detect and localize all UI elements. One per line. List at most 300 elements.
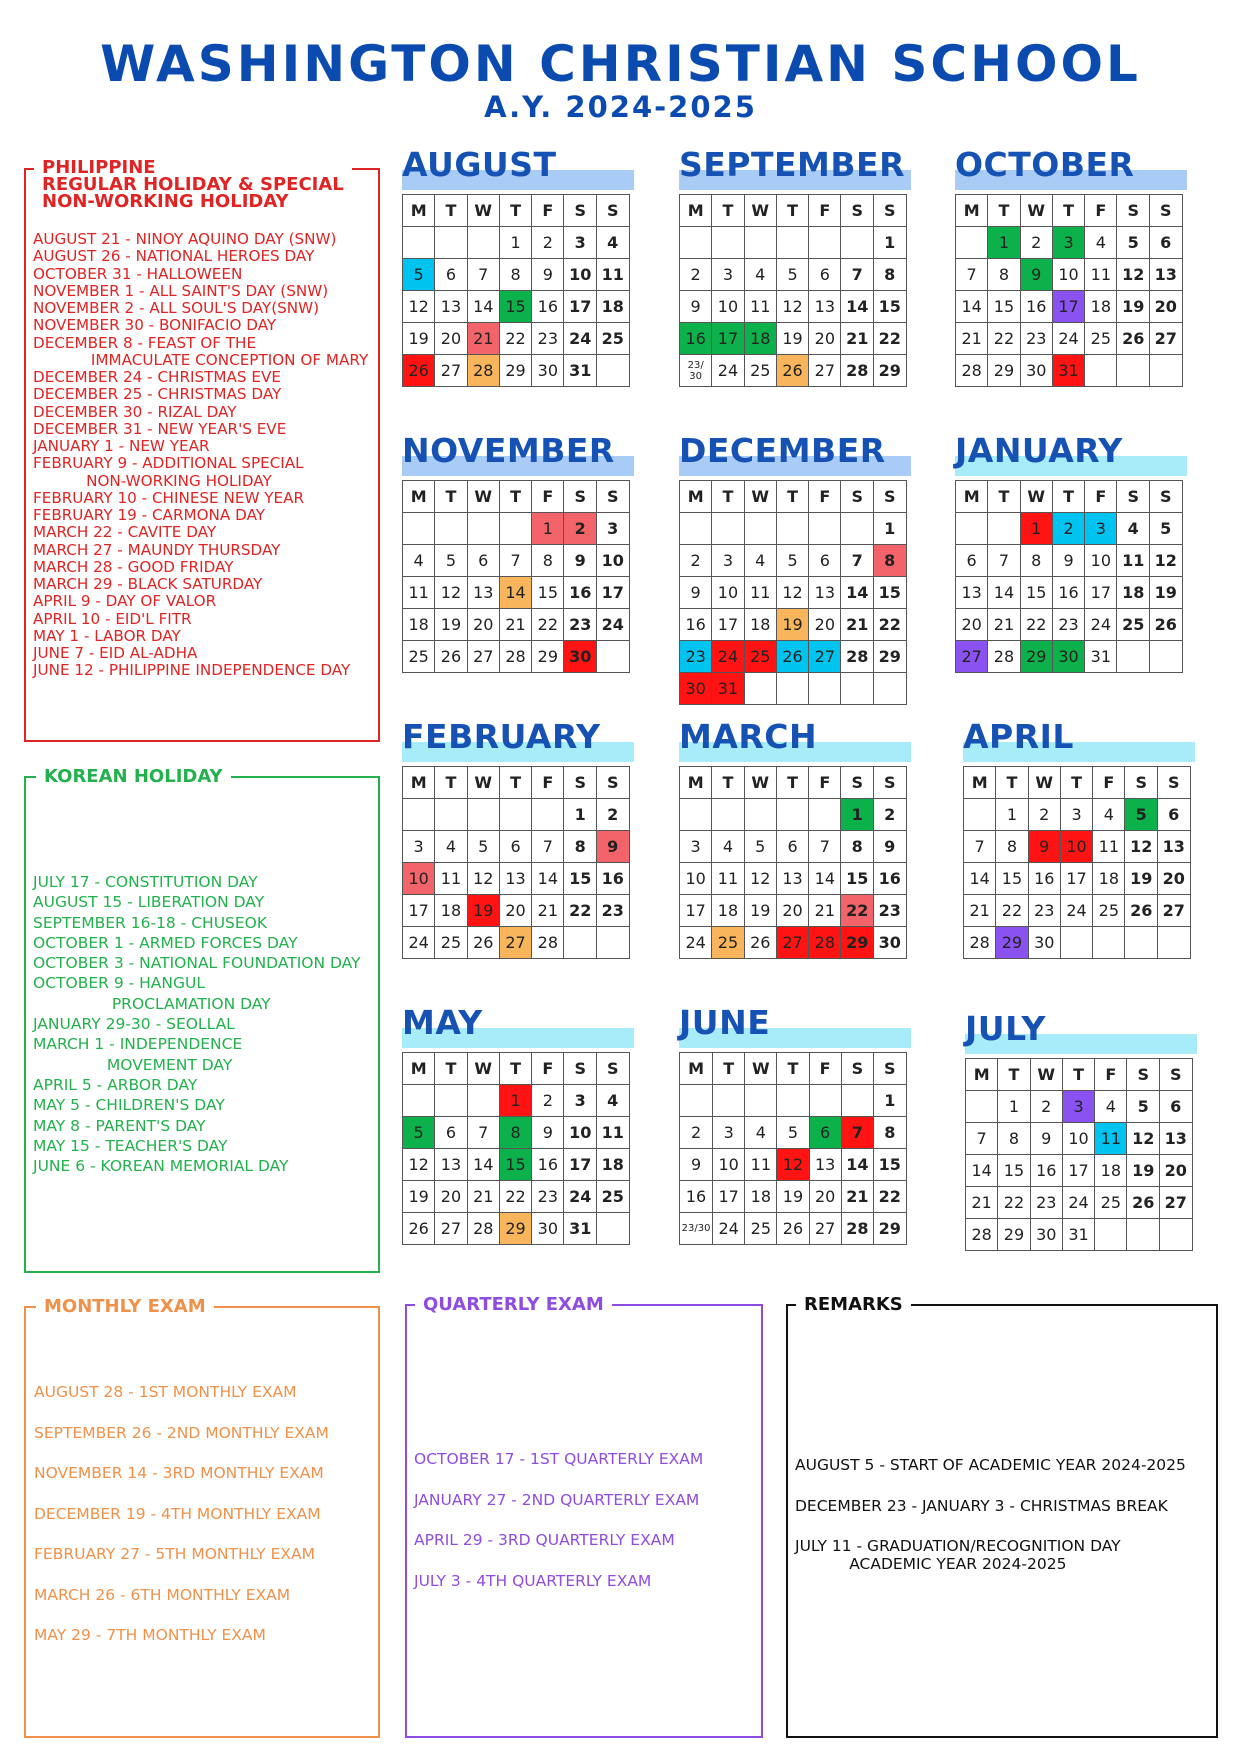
philippine-holiday-item: JUNE 7 - EID AL-ADHA bbox=[33, 644, 198, 662]
day-cell: 27 bbox=[467, 641, 499, 673]
week-row bbox=[964, 895, 1191, 927]
empty-day-cell bbox=[776, 673, 808, 705]
day-cell: 18 bbox=[744, 609, 776, 641]
day-cell: 1 bbox=[1020, 513, 1052, 545]
weekday-label: S bbox=[873, 195, 906, 227]
day-cell: 6 bbox=[809, 259, 841, 291]
week-row bbox=[403, 291, 630, 323]
empty-day-cell bbox=[841, 227, 873, 259]
weekday-label: S bbox=[564, 195, 596, 227]
day-cell: 14 bbox=[499, 577, 531, 609]
day-cell: 15 bbox=[874, 1149, 906, 1181]
week-row bbox=[956, 323, 1183, 355]
day-cell: 10 bbox=[596, 545, 629, 577]
day-cell: 30 bbox=[680, 673, 712, 705]
month-grid bbox=[679, 766, 907, 959]
day-cell: 10 bbox=[564, 259, 596, 291]
weekday-label: S bbox=[1149, 195, 1182, 227]
day-cell: 26 bbox=[1117, 323, 1149, 355]
day-cell: 17 bbox=[1085, 577, 1117, 609]
day-cell: 25 bbox=[1095, 1187, 1127, 1219]
week-row bbox=[964, 799, 1191, 831]
week-row bbox=[680, 831, 907, 863]
weekday-label: F bbox=[1085, 481, 1117, 513]
day-cell: 28 bbox=[988, 641, 1020, 673]
philippine-holiday-item: DECEMBER 8 - FEAST OF THE bbox=[33, 333, 257, 352]
day-cell: 26 bbox=[776, 355, 808, 387]
day-cell: 7 bbox=[841, 259, 873, 291]
monthly-exam-item: NOVEMBER 14 - 3RD MONTHLY EXAM bbox=[34, 1464, 324, 1482]
empty-day-cell bbox=[809, 513, 841, 545]
empty-day-cell bbox=[809, 673, 841, 705]
weekday-label: T bbox=[1060, 767, 1092, 799]
weekday-label: W bbox=[744, 767, 776, 799]
week-row bbox=[956, 259, 1183, 291]
week-row bbox=[403, 1213, 630, 1245]
philippine-holiday-item: DECEMBER 30 - RIZAL DAY bbox=[33, 402, 237, 421]
day-cell: 4 bbox=[712, 831, 744, 863]
day-cell: 12 bbox=[1125, 831, 1157, 863]
monthly-exam-item: FEBRUARY 27 - 5TH MONTHLY EXAM bbox=[34, 1545, 315, 1563]
day-cell: 18 bbox=[596, 1149, 629, 1181]
day-cell: 18 bbox=[1085, 291, 1117, 323]
day-cell: 22 bbox=[499, 323, 531, 355]
philippine-holiday-title-line-2: REGULAR HOLIDAY & SPECIAL bbox=[42, 174, 344, 195]
week-row bbox=[680, 927, 907, 959]
empty-day-cell bbox=[499, 513, 531, 545]
week-row bbox=[956, 609, 1183, 641]
day-cell: 5 bbox=[744, 831, 776, 863]
day-cell: 1 bbox=[998, 1091, 1030, 1123]
day-cell: 13 bbox=[809, 577, 841, 609]
day-cell: 9 bbox=[680, 577, 712, 609]
weekday-label: S bbox=[1157, 767, 1190, 799]
weekday-label: M bbox=[966, 1059, 998, 1091]
korean-holiday-item: PROCLAMATION DAY bbox=[33, 994, 271, 1013]
day-cell: 14 bbox=[988, 577, 1020, 609]
weekday-label: T bbox=[499, 1053, 531, 1085]
weekday-label: T bbox=[776, 767, 808, 799]
day-cell: 30 bbox=[1052, 641, 1084, 673]
weekday-label: S bbox=[596, 481, 629, 513]
day-cell: 3 bbox=[564, 1085, 596, 1117]
weekday-label: M bbox=[680, 195, 712, 227]
day-cell: 24 bbox=[713, 1213, 745, 1245]
day-cell: 26 bbox=[403, 355, 435, 387]
day-cell: 21 bbox=[956, 323, 988, 355]
day-cell: 16 bbox=[596, 863, 629, 895]
day-cell: 8 bbox=[532, 545, 564, 577]
empty-day-cell bbox=[532, 799, 564, 831]
day-cell: 25 bbox=[596, 1181, 629, 1213]
day-cell: 17 bbox=[713, 1181, 745, 1213]
month-grid bbox=[402, 766, 630, 959]
empty-day-cell bbox=[988, 513, 1020, 545]
philippine-holiday-item: MARCH 27 - MAUNDY THURSDAY bbox=[33, 540, 281, 559]
empty-day-cell bbox=[809, 1085, 841, 1117]
empty-day-cell bbox=[712, 799, 744, 831]
day-cell: 20 bbox=[435, 323, 467, 355]
day-cell: 10 bbox=[1052, 259, 1084, 291]
day-cell: 11 bbox=[1085, 259, 1117, 291]
empty-day-cell bbox=[1157, 927, 1190, 959]
day-cell: 15 bbox=[841, 863, 873, 895]
day-cell: 22 bbox=[988, 323, 1020, 355]
week-row bbox=[680, 513, 907, 545]
korean-holiday-item: MOVEMENT DAY bbox=[33, 1055, 233, 1074]
week-row bbox=[956, 577, 1183, 609]
day-cell: 12 bbox=[403, 291, 435, 323]
remarks-title: REMARKS bbox=[796, 1296, 911, 1314]
weekday-label: W bbox=[1020, 195, 1052, 227]
empty-day-cell bbox=[403, 513, 435, 545]
day-cell: 9 bbox=[873, 831, 906, 863]
day-cell: 12 bbox=[777, 1149, 809, 1181]
day-cell: 4 bbox=[745, 1117, 777, 1149]
day-cell: 26 bbox=[777, 1213, 809, 1245]
weekday-label: S bbox=[873, 767, 906, 799]
day-cell: 23 bbox=[532, 1181, 564, 1213]
empty-day-cell bbox=[499, 799, 531, 831]
remarks-panel bbox=[786, 1294, 1218, 1738]
weekday-label: M bbox=[680, 767, 712, 799]
empty-day-cell bbox=[712, 227, 744, 259]
day-cell: 11 bbox=[1117, 545, 1149, 577]
day-cell: 30 bbox=[564, 641, 596, 673]
philippine-holiday-item: OCTOBER 31 - HALLOWEEN bbox=[33, 264, 243, 283]
day-cell: 8 bbox=[874, 1117, 906, 1149]
weekday-label: S bbox=[841, 1053, 873, 1085]
day-cell: 15 bbox=[998, 1155, 1030, 1187]
month-name: SEPTEMBER bbox=[679, 145, 905, 184]
day-cell: 21 bbox=[499, 609, 531, 641]
day-cell: 13 bbox=[499, 863, 531, 895]
day-cell: 3 bbox=[712, 545, 744, 577]
weekday-label: T bbox=[996, 767, 1028, 799]
empty-day-cell bbox=[776, 227, 808, 259]
day-cell: 8 bbox=[499, 1117, 531, 1149]
week-row bbox=[403, 863, 630, 895]
weekday-header-row bbox=[956, 195, 1183, 227]
day-cell: 24 bbox=[1062, 1187, 1094, 1219]
day-cell: 19 bbox=[776, 323, 808, 355]
day-cell: 26 bbox=[744, 927, 776, 959]
academic-year: A.Y. 2024-2025 bbox=[484, 90, 757, 124]
day-cell: 29 bbox=[499, 355, 531, 387]
day-cell: 9 bbox=[532, 259, 564, 291]
weekday-label: T bbox=[712, 481, 744, 513]
day-cell: 1 bbox=[874, 1085, 906, 1117]
day-cell: 6 bbox=[435, 259, 467, 291]
day-cell: 2 bbox=[1052, 513, 1084, 545]
month-name: OCTOBER bbox=[955, 145, 1135, 184]
monthly-exam-list bbox=[34, 1383, 329, 1667]
day-cell: 1 bbox=[841, 799, 873, 831]
weekday-label: S bbox=[564, 481, 596, 513]
weekday-label: F bbox=[532, 195, 564, 227]
day-cell: 8 bbox=[996, 831, 1028, 863]
korean-holiday-item: OCTOBER 1 - ARMED FORCES DAY bbox=[33, 933, 298, 952]
day-cell: 4 bbox=[596, 227, 629, 259]
day-cell: 8 bbox=[564, 831, 596, 863]
week-row bbox=[680, 641, 907, 673]
day-cell: 8 bbox=[841, 831, 873, 863]
day-cell: 7 bbox=[841, 1117, 873, 1149]
day-cell: 16 bbox=[564, 577, 596, 609]
remark-item: AUGUST 5 - START OF ACADEMIC YEAR 2024-2025 bbox=[795, 1456, 1186, 1474]
weekday-label: T bbox=[998, 1059, 1030, 1091]
remark-item: JULY 11 - GRADUATION/RECOGNITION DAY ACADEMIC YEAR 2024-2025 bbox=[795, 1537, 1121, 1573]
day-cell: 27 bbox=[1159, 1187, 1192, 1219]
weekday-label: W bbox=[745, 1053, 777, 1085]
day-cell: 17 bbox=[596, 577, 629, 609]
day-cell: 25 bbox=[745, 1213, 777, 1245]
empty-day-cell bbox=[966, 1091, 998, 1123]
weekday-header-row bbox=[956, 481, 1183, 513]
day-cell: 18 bbox=[596, 291, 629, 323]
day-cell: 15 bbox=[996, 863, 1028, 895]
empty-day-cell bbox=[596, 641, 629, 673]
day-cell: 22 bbox=[874, 1181, 906, 1213]
day-cell: 11 bbox=[596, 259, 629, 291]
day-cell: 22 bbox=[873, 323, 906, 355]
day-cell: 13 bbox=[1157, 831, 1190, 863]
day-cell: 7 bbox=[499, 545, 531, 577]
day-cell: 17 bbox=[403, 895, 435, 927]
day-cell: 28 bbox=[467, 355, 499, 387]
day-cell: 23 bbox=[873, 895, 906, 927]
philippine-holiday-item: APRIL 9 - DAY OF VALOR bbox=[33, 592, 217, 611]
day-cell: 14 bbox=[964, 863, 996, 895]
day-cell: 18 bbox=[435, 895, 467, 927]
day-cell: 1 bbox=[873, 227, 906, 259]
day-cell: 5 bbox=[1117, 227, 1149, 259]
week-row bbox=[403, 259, 630, 291]
day-cell: 18 bbox=[712, 895, 744, 927]
month-name: JUNE bbox=[679, 1003, 771, 1042]
day-cell: 12 bbox=[1149, 545, 1182, 577]
weekday-header-row bbox=[403, 481, 630, 513]
day-cell: 18 bbox=[744, 323, 776, 355]
empty-day-cell bbox=[596, 1213, 629, 1245]
day-cell: 14 bbox=[532, 863, 564, 895]
philippine-holiday-title-line-3: NON-WORKING HOLIDAY bbox=[42, 191, 289, 212]
quarterly-exam-item: OCTOBER 17 - 1ST QUARTERLY EXAM bbox=[414, 1450, 704, 1468]
day-cell: 6 bbox=[499, 831, 531, 863]
month-name: MAY bbox=[402, 1003, 483, 1042]
empty-day-cell bbox=[956, 513, 988, 545]
day-cell: 10 bbox=[712, 577, 744, 609]
month-grid bbox=[402, 480, 630, 673]
empty-day-cell bbox=[1149, 641, 1182, 673]
week-row bbox=[680, 1085, 907, 1117]
day-cell: 4 bbox=[744, 545, 776, 577]
weekday-header-row bbox=[680, 1053, 907, 1085]
day-cell: 31 bbox=[564, 355, 596, 387]
day-cell: 19 bbox=[403, 323, 435, 355]
day-cell: 31 bbox=[564, 1213, 596, 1245]
day-cell: 24 bbox=[403, 927, 435, 959]
day-cell: 13 bbox=[809, 1149, 841, 1181]
day-cell: 8 bbox=[988, 259, 1020, 291]
day-cell: 18 bbox=[1117, 577, 1149, 609]
day-cell: 29 bbox=[996, 927, 1028, 959]
week-row bbox=[403, 545, 630, 577]
weekday-header-row bbox=[680, 767, 907, 799]
weekday-label: M bbox=[956, 481, 988, 513]
day-cell: 22 bbox=[996, 895, 1028, 927]
day-cell: 11 bbox=[744, 577, 776, 609]
weekday-label: S bbox=[1117, 195, 1149, 227]
day-cell: 2 bbox=[1028, 799, 1060, 831]
day-cell: 20 bbox=[435, 1181, 467, 1213]
weekday-label: T bbox=[435, 1053, 467, 1085]
weekday-header-row bbox=[964, 767, 1191, 799]
day-cell: 12 bbox=[467, 863, 499, 895]
weekday-header-row bbox=[403, 1053, 630, 1085]
day-cell: 4 bbox=[1085, 227, 1117, 259]
day-cell: 13 bbox=[776, 863, 808, 895]
quarterly-exam-list bbox=[414, 1450, 703, 1612]
day-cell: 13 bbox=[435, 291, 467, 323]
philippine-holiday-list bbox=[33, 231, 368, 680]
day-cell: 16 bbox=[680, 323, 712, 355]
empty-day-cell bbox=[403, 227, 435, 259]
empty-day-cell bbox=[873, 673, 906, 705]
day-cell: 3 bbox=[680, 831, 712, 863]
day-cell: 13 bbox=[467, 577, 499, 609]
day-cell: 16 bbox=[532, 291, 564, 323]
week-row bbox=[966, 1187, 1193, 1219]
day-cell: 24 bbox=[712, 355, 744, 387]
weekday-label: F bbox=[1095, 1059, 1127, 1091]
day-cell: 23 bbox=[1052, 609, 1084, 641]
day-cell: 7 bbox=[841, 545, 873, 577]
weekday-label: S bbox=[564, 767, 596, 799]
day-cell: 25 bbox=[744, 355, 776, 387]
week-row bbox=[680, 1149, 907, 1181]
week-row bbox=[956, 355, 1183, 387]
month-grid bbox=[963, 766, 1191, 959]
day-cell: 30 bbox=[1028, 927, 1060, 959]
day-cell: 4 bbox=[1095, 1091, 1127, 1123]
school-title: WASHINGTON CHRISTIAN SCHOOL bbox=[100, 35, 1141, 93]
weekday-label: F bbox=[809, 195, 841, 227]
weekday-label: T bbox=[988, 481, 1020, 513]
empty-day-cell bbox=[1060, 927, 1092, 959]
day-cell: 21 bbox=[841, 609, 873, 641]
day-cell: 20 bbox=[1149, 291, 1182, 323]
day-cell: 5 bbox=[403, 1117, 435, 1149]
weekday-label: W bbox=[744, 195, 776, 227]
empty-day-cell bbox=[1117, 355, 1149, 387]
day-cell: 4 bbox=[403, 545, 435, 577]
day-cell: 7 bbox=[988, 545, 1020, 577]
day-cell: 30 bbox=[1030, 1219, 1062, 1251]
philippine-holiday-title-line-1: PHILIPPINE bbox=[42, 157, 156, 178]
weekday-label: S bbox=[596, 767, 629, 799]
day-cell: 25 bbox=[596, 323, 629, 355]
day-cell: 23 bbox=[1030, 1187, 1062, 1219]
day-cell: 20 bbox=[499, 895, 531, 927]
day-cell: 21 bbox=[841, 1181, 873, 1213]
day-cell: 23 bbox=[532, 323, 564, 355]
day-cell: 1 bbox=[499, 227, 531, 259]
day-cell: 6 bbox=[467, 545, 499, 577]
week-row bbox=[403, 513, 630, 545]
day-cell: 11 bbox=[712, 863, 744, 895]
weekday-label: T bbox=[712, 767, 744, 799]
day-cell: 28 bbox=[964, 927, 996, 959]
day-cell: 11 bbox=[744, 291, 776, 323]
philippine-holiday-panel bbox=[24, 157, 380, 742]
day-cell: 7 bbox=[964, 831, 996, 863]
quarterly-exam-item: JANUARY 27 - 2ND QUARTERLY EXAM bbox=[414, 1490, 700, 1509]
weekday-label: T bbox=[777, 1053, 809, 1085]
day-cell: 9 bbox=[564, 545, 596, 577]
philippine-holiday-item: AUGUST 26 - NATIONAL HEROES DAY bbox=[33, 247, 315, 266]
day-cell: 2 bbox=[1030, 1091, 1062, 1123]
day-cell: 10 bbox=[403, 863, 435, 895]
day-cell: 20 bbox=[809, 1181, 841, 1213]
weekday-label: S bbox=[874, 1053, 906, 1085]
day-cell: 19 bbox=[1127, 1155, 1159, 1187]
day-cell: 1 bbox=[988, 227, 1020, 259]
day-cell: 29 bbox=[1020, 641, 1052, 673]
weekday-label: F bbox=[1085, 195, 1117, 227]
weekday-label: M bbox=[680, 1053, 713, 1085]
week-row bbox=[966, 1155, 1193, 1187]
month-name: JANUARY bbox=[955, 431, 1123, 470]
empty-day-cell bbox=[1093, 927, 1125, 959]
philippine-holiday-item: FEBRUARY 9 - ADDITIONAL SPECIAL bbox=[33, 454, 304, 473]
day-cell: 2 bbox=[564, 513, 596, 545]
korean-holiday-item: AUGUST 15 - LIBERATION DAY bbox=[33, 893, 265, 912]
day-cell: 22 bbox=[873, 609, 906, 641]
day-cell: 4 bbox=[1093, 799, 1125, 831]
empty-day-cell bbox=[956, 227, 988, 259]
day-cell: 29 bbox=[874, 1213, 906, 1245]
day-cell: 14 bbox=[467, 1149, 499, 1181]
empty-day-cell bbox=[964, 799, 996, 831]
day-cell: 11 bbox=[745, 1149, 777, 1181]
weekday-label: T bbox=[435, 481, 467, 513]
week-row bbox=[680, 227, 907, 259]
week-row bbox=[964, 927, 1191, 959]
day-cell: 15 bbox=[988, 291, 1020, 323]
week-row bbox=[680, 1181, 907, 1213]
week-row bbox=[403, 355, 630, 387]
day-cell: 9 bbox=[1020, 259, 1052, 291]
month-name: AUGUST bbox=[402, 145, 557, 184]
empty-day-cell bbox=[1127, 1219, 1159, 1251]
day-cell: 24 bbox=[564, 323, 596, 355]
day-cell: 13 bbox=[435, 1149, 467, 1181]
weekday-label: M bbox=[403, 767, 435, 799]
day-cell: 22 bbox=[841, 895, 873, 927]
monthly-exam-item: MAY 29 - 7TH MONTHLY EXAM bbox=[34, 1626, 266, 1644]
day-cell: 17 bbox=[680, 895, 712, 927]
day-cell: 12 bbox=[776, 291, 808, 323]
remark-item: DECEMBER 23 - JANUARY 3 - CHRISTMAS BREAK bbox=[795, 1496, 1168, 1515]
day-cell: 20 bbox=[1157, 863, 1190, 895]
day-cell: 31 bbox=[1052, 355, 1084, 387]
day-cell: 17 bbox=[712, 323, 744, 355]
day-cell: 31 bbox=[1085, 641, 1117, 673]
day-cell: 21 bbox=[532, 895, 564, 927]
korean-holiday-item: JULY 17 - CONSTITUTION DAY bbox=[33, 873, 258, 891]
monthly-exam-panel bbox=[24, 1296, 380, 1738]
